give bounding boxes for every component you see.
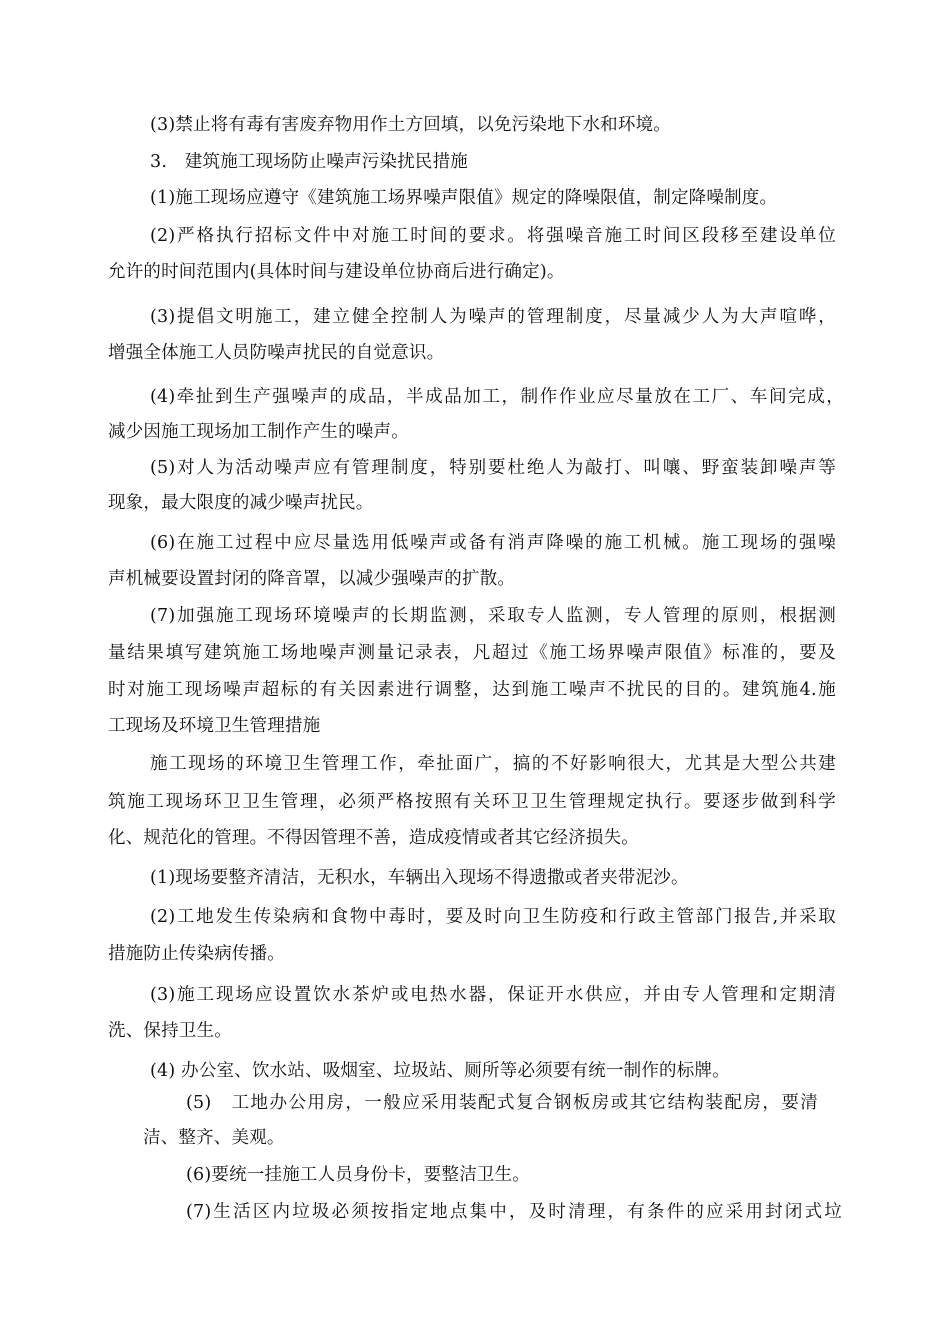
text-line: (1)施工现场应遵守《建筑施工场界噪声限值》规定的降噪限值，制定降噪制度。 bbox=[150, 188, 778, 208]
section-heading: 工现场及环境卫生管理措施 bbox=[108, 716, 321, 736]
text-line: 量结果填写建筑施工场地噪声测量记录表，凡超过《施工场界噪声限值》标准的，要及 bbox=[108, 643, 836, 663]
text-line: (5) 工地办公用房，一般应采用装配式复合钢板房或其它结构装配房，要清 bbox=[186, 1093, 818, 1113]
text-line: 施工现场的环境卫生管理工作，牵扯面广，搞的不好影响很大，尤其是大型公共建 bbox=[150, 754, 836, 774]
text-line: (5)对人为活动噪声应有管理制度，特别要杜绝人为敲打、叫嚷、野蛮装卸噪声等 bbox=[150, 458, 836, 478]
text-line: 减少因施工现场加工制作产生的噪声。 bbox=[108, 422, 409, 442]
text-line: 允许的时间范围内(具体时间与建设单位协商后进行确定)。 bbox=[108, 262, 565, 282]
text-line: 时对施工现场噪声超标的有关因素进行调整，达到施工噪声不扰民的目的。建筑施4.施 bbox=[108, 680, 836, 700]
text-line: (3)提倡文明施工，建立健全控制人为噪声的管理制度，尽量减少人为大声喧哗， bbox=[150, 307, 836, 327]
text-line: (4) 办公室、饮水站、吸烟室、垃圾站、厕所等必须要有统一制作的标牌。 bbox=[150, 1061, 730, 1081]
text-line: (6)在施工过程中应尽量选用低噪声或备有消声降噪的施工机械。施工现场的强噪 bbox=[150, 533, 836, 553]
text-line: 化、规范化的管理。不得因管理不善，造成疫情或者其它经济损失。 bbox=[108, 828, 639, 848]
text-line: (4)牵扯到生产强噪声的成品，半成品加工，制作作业应尽量放在工厂、车间完成， bbox=[150, 387, 844, 407]
text-line: (2)工地发生传染病和食物中毒时，要及时向卫生防疫和行政主管部门报告,并采取 bbox=[150, 907, 836, 927]
text-line: 筑施工现场环卫卫生管理，必须严格按照有关环卫卫生管理规定执行。要逐步做到科学 bbox=[108, 792, 836, 812]
text-line: 现象，最大限度的减少噪声扰民。 bbox=[108, 493, 374, 513]
text-line: (7)加强施工现场环境噪声的长期监测，采取专人监测，专人管理的原则，根据测 bbox=[150, 606, 836, 626]
text-line: (2)严格执行招标文件中对施工时间的要求。将强噪音施工时间区段移至建设单位 bbox=[150, 226, 836, 246]
text-line: 增强全体施工人员防噪声扰民的自觉意识。 bbox=[108, 343, 445, 363]
section-heading: 3. 建筑施工现场防止噪声污染扰民措施 bbox=[150, 152, 468, 172]
text-line: 声机械要设置封闭的降音罩，以减少强噪声的扩散。 bbox=[108, 569, 516, 589]
text-line: (6)要统一挂施工人员身份卡，要整洁卫生。 bbox=[186, 1165, 530, 1185]
text-line: 措施防止传染病传播。 bbox=[108, 944, 285, 964]
text-line: (3)禁止将有毒有害废弃物用作土方回填，以免污染地下水和环境。 bbox=[150, 115, 671, 135]
text-line: 洁、整齐、美观。 bbox=[143, 1128, 285, 1148]
text-line: (7)生活区内垃圾必须按指定地点集中，及时清理，有条件的应采用封闭式垃 bbox=[186, 1202, 842, 1222]
text-line: (3)施工现场应设置饮水茶炉或电热水器，保证开水供应，并由专人管理和定期清 bbox=[150, 985, 836, 1005]
text-line: (1)现场要整齐清洁，无积水，车辆出入现场不得遗撒或者夹带泥沙。 bbox=[150, 868, 689, 888]
text-line: 洗、保持卫生。 bbox=[108, 1021, 232, 1041]
